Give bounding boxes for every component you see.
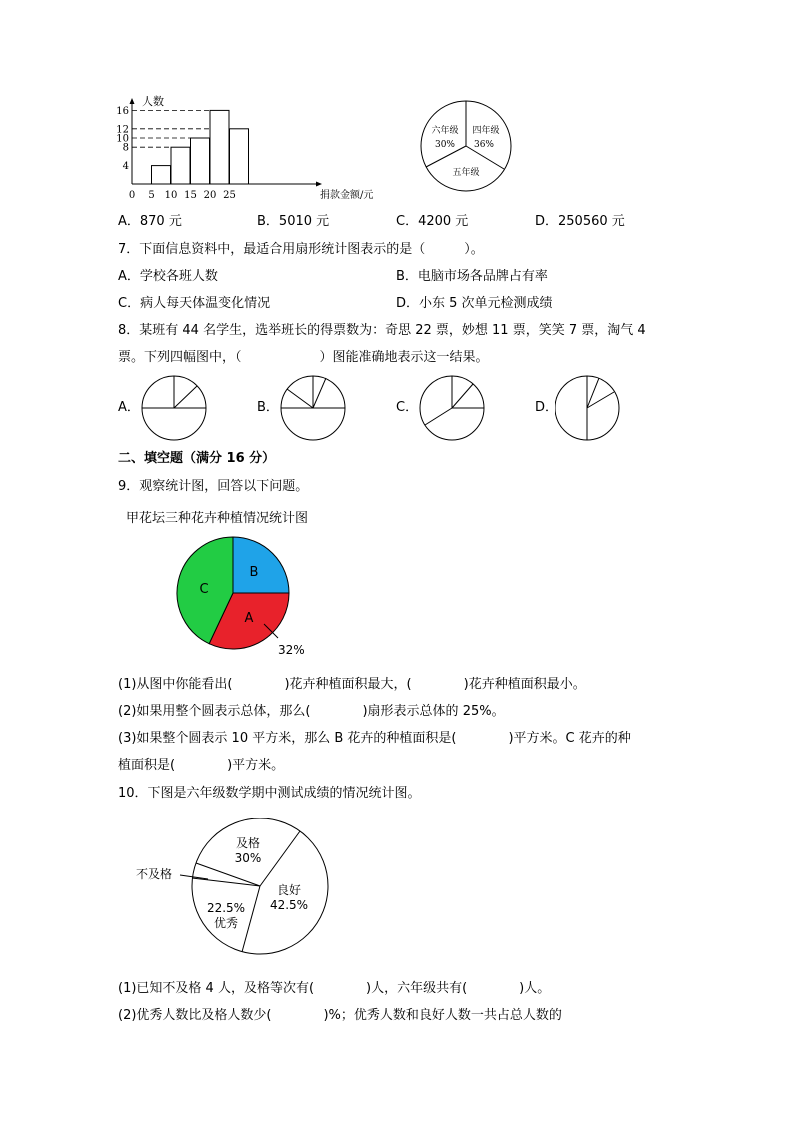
y-tick-16: 16 — [116, 105, 129, 117]
slice-label-excellent: 优秀 — [213, 916, 239, 930]
section-title: 二、填空题（满分 16 分） — [118, 451, 276, 466]
q9-sub2: (2)如果用整个圆表示总体，那么( )扇形表示总体的 25%。 — [118, 704, 505, 719]
bar-chart — [112, 92, 402, 204]
q8-stem-line2: 票。下列四幅图中，（ ）图能准确地表示这一结果。 — [118, 350, 489, 365]
y-axis-arrow — [130, 98, 135, 104]
q7-option-b[interactable]: B．电脑市场各品牌占有率 — [396, 269, 548, 284]
x-tick-15: 15 — [184, 190, 197, 201]
slice-value-excellent: 22.5% — [206, 901, 246, 915]
q8-option-b[interactable]: B． — [257, 400, 279, 415]
slice-value-four: 36% — [473, 140, 495, 150]
y-tick-4: 4 — [122, 161, 129, 173]
x-tick-5: 5 — [148, 190, 155, 201]
q9-sub3: (3)如果整个圆表示 10 平方米，那么 B 花卉的种植面积是( )平方米。C 花卉的种 — [118, 731, 631, 746]
q10-sub2: (2)优秀人数比及格人数少( )%；优秀人数和良好人数一共占总人数的 — [118, 1008, 562, 1023]
q10-sub1: (1)已知不及格 4 人，及格等次有( )人，六年级共有( )人。 — [118, 981, 551, 996]
slice-label-a: A — [244, 611, 254, 626]
bar-25 — [230, 129, 249, 184]
y-tick-12: 12 — [116, 124, 129, 136]
q8-option-d[interactable]: D． — [535, 400, 559, 415]
slice-value-six: 30% — [434, 140, 456, 150]
q8-pie-b — [279, 375, 349, 441]
q6-option-c[interactable]: C．4200 元 — [396, 214, 469, 229]
pie-slice-b — [233, 537, 289, 593]
bar-15 — [191, 138, 210, 184]
slice-label-pass: 及格 — [235, 836, 261, 850]
q9-sub3-cont: 植面积是( )平方米。 — [118, 758, 285, 773]
bar-20 — [210, 110, 229, 184]
q8-option-c[interactable]: C． — [396, 400, 419, 415]
q9-sub1: (1)从图中你能看出( )花卉种植面积最大，( )花卉种植面积最小。 — [118, 677, 586, 692]
slice-label-b: B — [249, 565, 259, 580]
y-tick-10: 10 — [116, 133, 129, 145]
q8-stem-line1: 8．某班有 44 名学生，选举班长的得票数为：奇思 22 票，妙想 11 票，笑笑 7 票，淘气 4 — [118, 323, 646, 338]
x-axis-label: 捐款金额/元 — [320, 190, 374, 201]
bar-5 — [152, 166, 171, 184]
bar-10 — [171, 147, 190, 184]
annotation-value: 32% — [278, 643, 305, 657]
q7-option-a[interactable]: A．学校各班人数 — [118, 269, 218, 284]
q6-option-a[interactable]: A．870 元 — [118, 214, 182, 229]
q6-option-b[interactable]: B．5010 元 — [257, 214, 330, 229]
slice-value-pass: 30% — [234, 851, 262, 865]
q7-stem: 7．下面信息资料中，最适合用扇形统计图表示的是（ ）。 — [118, 242, 484, 257]
q8-pie-c — [418, 375, 488, 441]
x-axis-arrow — [316, 182, 322, 187]
slice-label-five: 五年级 — [452, 168, 480, 178]
y-tick-8: 8 — [122, 142, 129, 154]
q10-stem: 10．下图是六年级数学期中测试成绩的情况统计图。 — [118, 786, 421, 801]
x-tick-25: 25 — [223, 190, 236, 201]
slice-label-good: 良好 — [276, 883, 302, 897]
grade-pie-chart — [420, 98, 520, 198]
q9-chart-title: 甲花坛三种花卉种植情况统计图 — [126, 511, 309, 526]
q7-option-c[interactable]: C．病人每天体温变化情况 — [118, 296, 271, 311]
slice-label-fail: 不及格 — [136, 867, 173, 881]
x-tick-0: 0 — [128, 190, 136, 201]
slice-label-c: C — [199, 582, 209, 597]
x-tick-10: 10 — [164, 190, 178, 201]
q8-pie-d — [555, 375, 625, 441]
slice-label-four: 四年级 — [472, 126, 500, 136]
y-axis-label: 人数 — [142, 95, 164, 108]
q6-option-d[interactable]: D．250560 元 — [535, 214, 625, 229]
x-tick-20: 20 — [203, 190, 217, 201]
q10-pie-chart — [130, 818, 334, 962]
q7-option-d[interactable]: D．小东 5 次单元检测成绩 — [396, 296, 553, 311]
q8-option-a[interactable]: A． — [118, 400, 140, 415]
slice-value-good: 42.5% — [269, 898, 309, 912]
q9-pie-chart — [160, 528, 320, 662]
slice-label-six: 六年级 — [431, 126, 459, 136]
q9-stem: 9．观察统计图，回答以下问题。 — [118, 479, 309, 494]
q8-pie-a — [140, 375, 210, 441]
